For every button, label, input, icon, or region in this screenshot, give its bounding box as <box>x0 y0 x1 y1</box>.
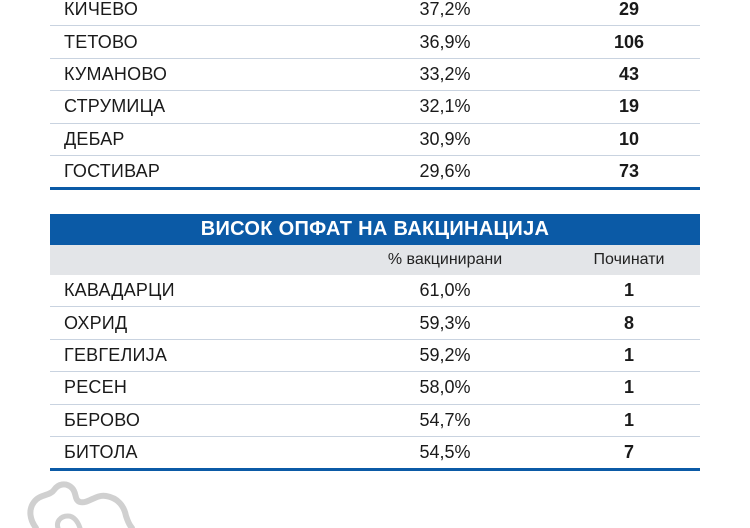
percent-cell: 61,0% <box>419 280 471 301</box>
table-row <box>50 91 700 123</box>
table-row <box>50 59 700 91</box>
city-cell: ГЕВГЕЛИЈА <box>64 344 168 365</box>
city-cell: ДЕБАР <box>64 128 125 149</box>
city-cell: СТРУМИЦА <box>64 96 166 117</box>
deaths-cell: 73 <box>618 161 640 182</box>
deaths-cell: 8 <box>623 312 634 333</box>
table-bottom-rule <box>50 187 700 190</box>
percent-cell: 29,6% <box>419 161 471 182</box>
table-row <box>50 307 700 339</box>
city-cell: ТЕТОВО <box>64 31 138 52</box>
percent-cell: 37,2% <box>419 0 471 20</box>
deaths-cell: 1 <box>623 280 634 301</box>
column-header-row <box>50 245 700 275</box>
percent-cell: 36,9% <box>419 31 471 52</box>
city-cell: БИТОЛА <box>64 442 138 463</box>
table-row <box>50 275 700 307</box>
high-vaccination-table <box>50 214 700 471</box>
percent-cell: 54,5% <box>419 442 471 463</box>
table-bottom-rule <box>50 468 700 471</box>
percent-cell: 32,1% <box>419 96 471 117</box>
table-row <box>50 405 700 437</box>
table-row <box>50 0 700 26</box>
percent-cell: 59,3% <box>419 312 471 333</box>
deaths-cell: 1 <box>623 409 634 430</box>
city-cell: КАВАДАРЦИ <box>64 280 175 301</box>
map-outline-logo-icon <box>22 476 142 528</box>
city-cell: ОХРИД <box>64 312 128 333</box>
table-row <box>50 437 700 468</box>
percent-cell: 59,2% <box>419 344 471 365</box>
table-title: ВИСОК ОПФАТ НА ВАКЦИНАЦИЈА <box>50 214 700 245</box>
table-row <box>50 156 700 187</box>
city-cell: РЕСЕН <box>64 377 128 398</box>
deaths-cell: 7 <box>623 442 634 463</box>
city-cell: ГОСТИВАР <box>64 161 161 182</box>
city-cell: БЕРОВО <box>64 409 141 430</box>
deaths-cell: 43 <box>618 63 640 84</box>
deaths-cell: 10 <box>618 128 640 149</box>
percent-cell: 30,9% <box>419 128 471 149</box>
table-row <box>50 26 700 58</box>
table-row <box>50 124 700 156</box>
percent-cell: 33,2% <box>419 63 471 84</box>
deaths-cell: 1 <box>623 344 634 365</box>
city-cell: КУМАНОВО <box>64 63 168 84</box>
low-vaccination-table <box>50 0 700 190</box>
percent-cell: 54,7% <box>419 409 471 430</box>
table-row <box>50 372 700 404</box>
column-header-percent: % вакцинирани <box>387 251 503 268</box>
deaths-cell: 106 <box>613 31 645 52</box>
table-row <box>50 340 700 372</box>
city-cell: КИЧЕВО <box>64 0 139 20</box>
deaths-cell: 19 <box>618 96 640 117</box>
percent-cell: 58,0% <box>419 377 471 398</box>
deaths-cell: 29 <box>618 0 640 20</box>
column-header-deaths: Починати <box>593 251 665 268</box>
deaths-cell: 1 <box>623 377 634 398</box>
